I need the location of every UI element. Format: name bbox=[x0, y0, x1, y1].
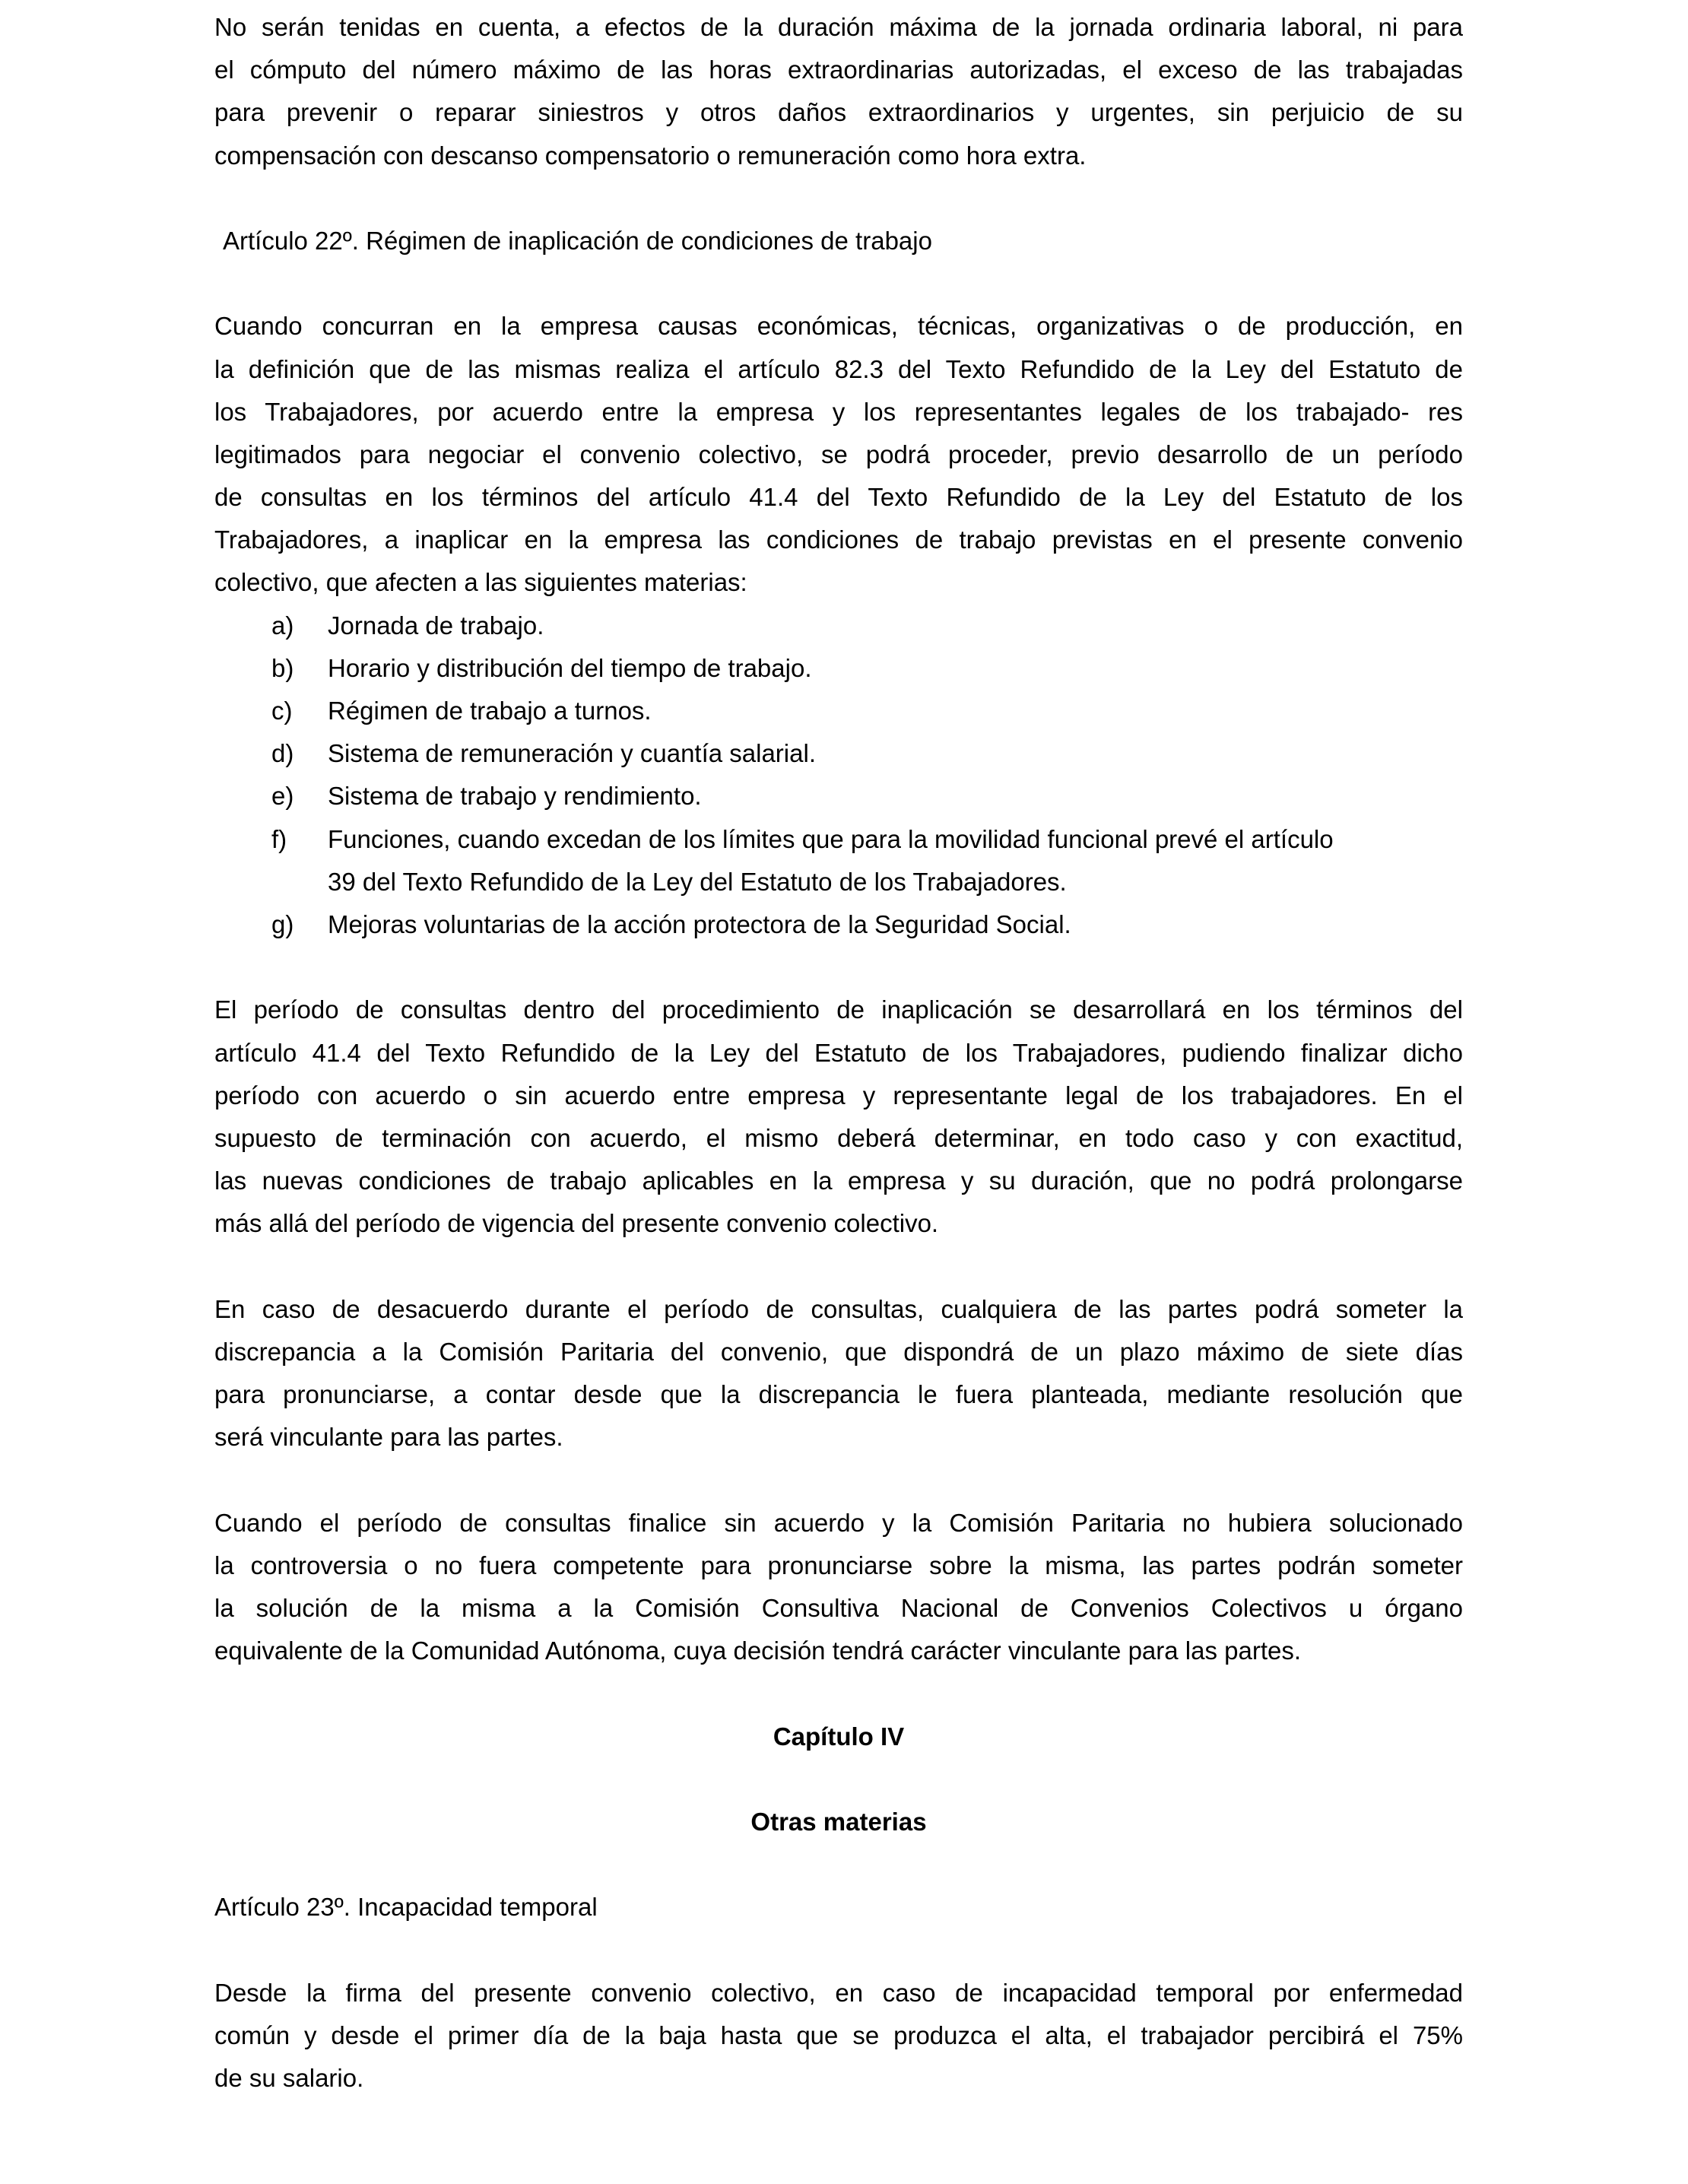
article-23-title: Artículo 23º. Incapacidad temporal bbox=[214, 1893, 598, 1922]
text-line: los Trabajadores, por acuerdo entre la empresa y los representantes legales de los trabajado- res bbox=[214, 397, 1463, 426]
text-line: En caso de desacuerdo durante el período de consultas, cualquiera de las partes podrá someter la bbox=[214, 1294, 1463, 1323]
text-line: colectivo, que afecten a las siguientes materias: bbox=[214, 568, 747, 597]
list-item-text: 39 del Texto Refundido de la Ley del Estatuto de los Trabajadores. bbox=[328, 867, 1067, 896]
text-line: Cuando concurran en la empresa causas económicas, técnicas, organizativas o de producción, en bbox=[214, 312, 1463, 341]
text-line: la solución de la misma a la Comisión Consultiva Nacional de Convenios Colectivos u órgano bbox=[214, 1593, 1463, 1622]
text-line: equivalente de la Comunidad Autónoma, cuya decisión tendrá carácter vinculante para las partes. bbox=[214, 1636, 1302, 1665]
list-item bbox=[214, 690, 1463, 732]
materias-list bbox=[214, 605, 1463, 947]
text-line: la definición que de las mismas realiza el artículo 82.3 del Texto Refundido de la Ley del Estatuto de bbox=[214, 354, 1463, 383]
list-item-text: Horario y distribución del tiempo de trabajo. bbox=[328, 653, 812, 682]
list-item-marker: b) bbox=[271, 653, 294, 682]
list-item-marker: a) bbox=[271, 611, 294, 640]
list-item bbox=[214, 647, 1463, 690]
text-line: de su salario. bbox=[214, 2064, 364, 2092]
list-item-text: Funciones, cuando excedan de los límites que para la movilidad funcional prevé el artículo bbox=[328, 824, 1334, 853]
list-item bbox=[214, 732, 1463, 775]
text-line: legitimados para negociar el convenio colectivo, se podrá proceder, previo desarrollo de un período bbox=[214, 440, 1463, 468]
text-line: más allá del período de vigencia del presente convenio colectivo. bbox=[214, 1209, 939, 1238]
list-item bbox=[214, 818, 1463, 861]
chapter-subtitle: Otras materias bbox=[750, 1807, 927, 1836]
text-line: período con acuerdo o sin acuerdo entre empresa y representante legal de los trabajadores. En el bbox=[214, 1081, 1463, 1109]
list-item-marker: g) bbox=[271, 909, 294, 938]
list-item bbox=[214, 605, 1463, 647]
text-line: compensación con descanso compensatorio o remuneración como hora extra. bbox=[214, 141, 1087, 170]
text-line: No serán tenidas en cuenta, a efectos de la duración máxima de la jornada ordinaria laboral, ni para bbox=[214, 13, 1463, 41]
text-line: el cómputo del número máximo de las horas extraordinarias autorizadas, el exceso de las trabajadas bbox=[214, 56, 1463, 84]
list-item-text: Jornada de trabajo. bbox=[328, 611, 544, 640]
text-line: Cuando el período de consultas finalice sin acuerdo y la Comisión Paritaria no hubiera solucionado bbox=[214, 1508, 1463, 1537]
paragraph-consultation-period bbox=[214, 989, 1463, 1245]
text-line: discrepancia a la Comisión Paritaria del convenio, que dispondrá de un plazo máximo de siete días bbox=[214, 1337, 1463, 1366]
text-line: para pronunciarse, a contar desde que la discrepancia le fuera planteada, mediante resolución que bbox=[214, 1380, 1463, 1408]
text-line: la controversia o no fuera competente para pronunciarse sobre la misma, las partes podrán someter bbox=[214, 1551, 1463, 1579]
list-item-marker: d) bbox=[271, 739, 294, 768]
text-line: las nuevas condiciones de trabajo aplicables en la empresa y su duración, que no podrá prolongarse bbox=[214, 1167, 1463, 1195]
list-item-text: Mejoras voluntarias de la acción protectora de la Seguridad Social. bbox=[328, 909, 1071, 938]
paragraph-temporary-incapacity bbox=[214, 1972, 1463, 2100]
paragraph-overtime-exceptions bbox=[214, 6, 1463, 177]
text-line: para prevenir o reparar siniestros y otros daños extraordinarios y urgentes, sin perjuicio de su bbox=[214, 98, 1463, 127]
list-item-text: Régimen de trabajo a turnos. bbox=[328, 697, 652, 725]
list-item bbox=[214, 903, 1463, 946]
list-item bbox=[214, 861, 1463, 903]
list-item-marker: f) bbox=[271, 824, 287, 853]
article-22-title: Artículo 22º. Régimen de inaplicación de condiciones de trabajo bbox=[223, 226, 932, 255]
paragraph-disagreement bbox=[214, 1288, 1463, 1459]
chapter-title: Capítulo IV bbox=[773, 1722, 905, 1751]
document-page bbox=[214, 6, 1463, 2100]
text-line: supuesto de terminación con acuerdo, el mismo deberá determinar, en todo caso y con exactitud, bbox=[214, 1123, 1463, 1152]
text-line: será vinculante para las partes. bbox=[214, 1423, 563, 1452]
text-line: artículo 41.4 del Texto Refundido de la Ley del Estatuto de los Trabajadores, pudiendo finalizar dicho bbox=[214, 1038, 1463, 1067]
list-item-marker: c) bbox=[271, 697, 293, 725]
text-line: de consultas en los términos del artículo 41.4 del Texto Refundido de la Ley del Estatuto de los bbox=[214, 483, 1463, 512]
list-item-text: Sistema de trabajo y rendimiento. bbox=[328, 782, 702, 811]
text-line: Desde la firma del presente convenio colectivo, en caso de incapacidad temporal por enfermedad bbox=[214, 1978, 1463, 2007]
list-item-text: Sistema de remuneración y cuantía salarial. bbox=[328, 739, 816, 768]
paragraph-inaplicacion-causes bbox=[214, 305, 1463, 604]
text-line: Trabajadores, a inaplicar en la empresa las condiciones de trabajo previstas en el presente convenio bbox=[214, 525, 1463, 554]
text-line: El período de consultas dentro del procedimiento de inaplicación se desarrollará en los términos del bbox=[214, 995, 1463, 1024]
text-line: común y desde el primer día de la baja hasta que se produzca el alta, el trabajador percibirá el 75% bbox=[214, 2021, 1463, 2049]
paragraph-no-agreement bbox=[214, 1502, 1463, 1673]
list-item bbox=[214, 775, 1463, 817]
list-item-marker: e) bbox=[271, 782, 294, 811]
